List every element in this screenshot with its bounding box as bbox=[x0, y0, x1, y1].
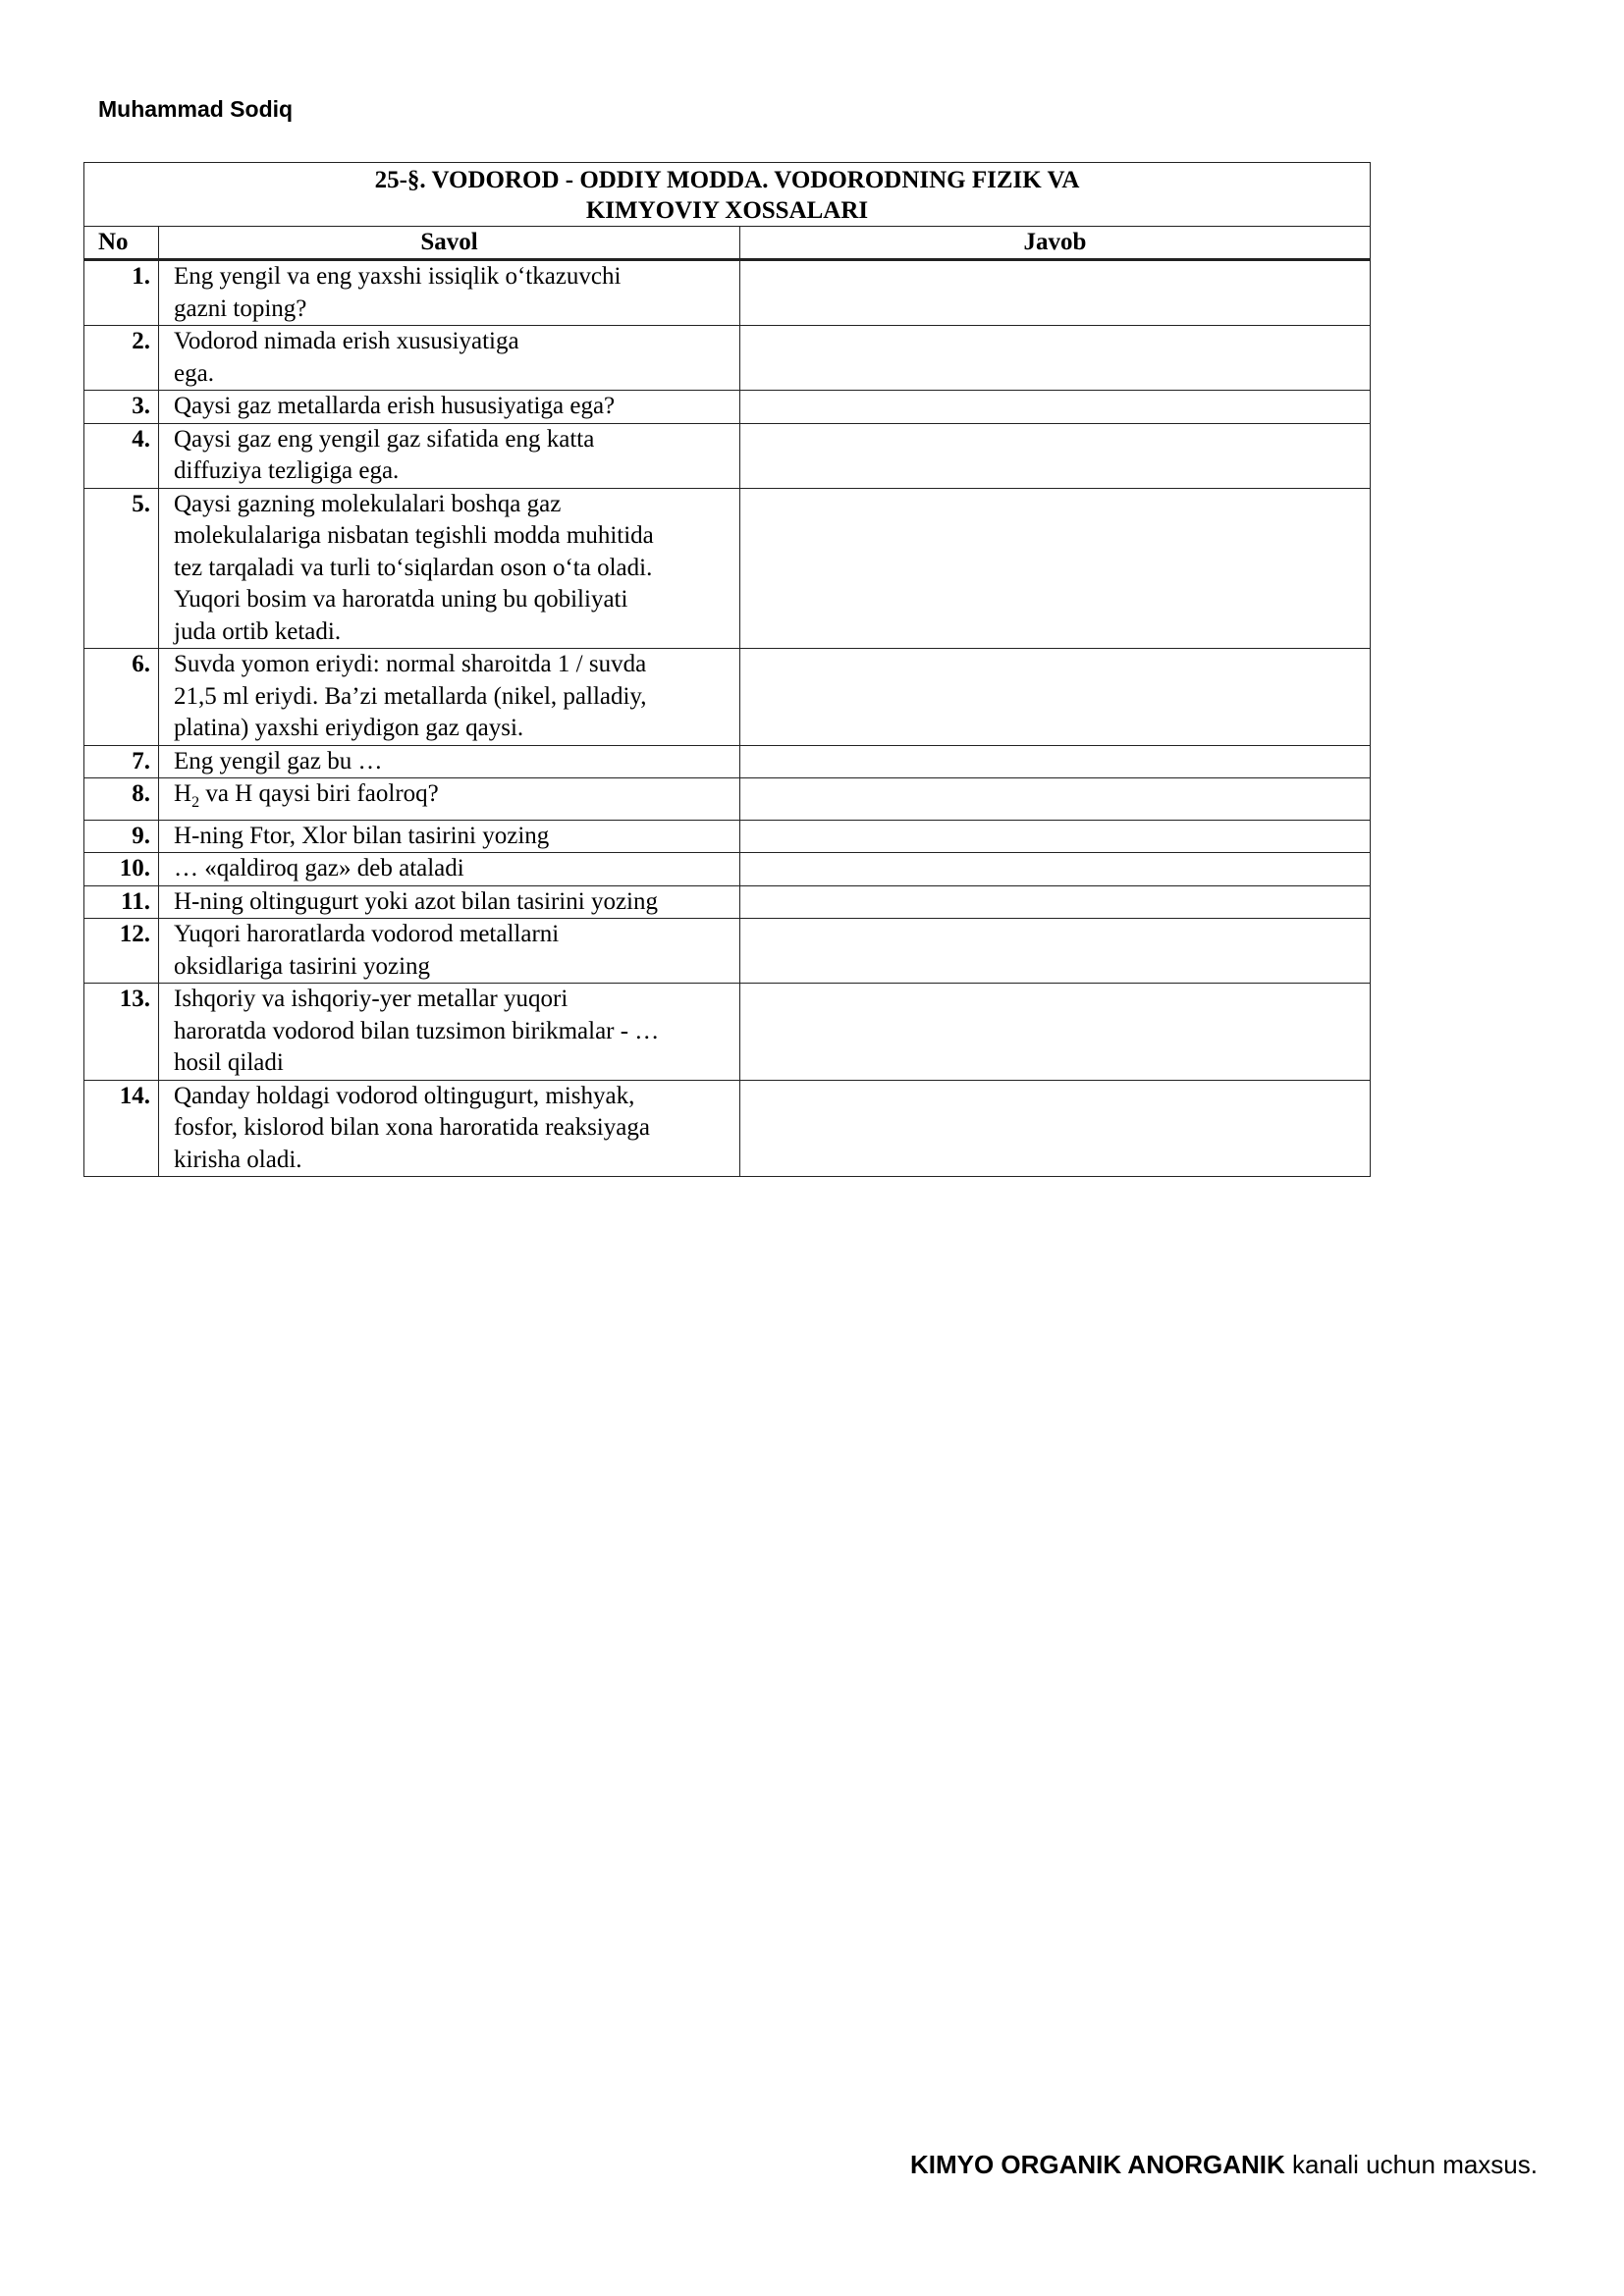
table-row bbox=[84, 853, 1371, 886]
table-row bbox=[84, 488, 1371, 649]
question-number: 6. bbox=[84, 649, 159, 746]
question-number: 5. bbox=[84, 488, 159, 649]
question-line: Qaysi gaz metallarda erish hususiyatiga ega? bbox=[174, 393, 616, 419]
question-text bbox=[159, 391, 740, 424]
question-line: Vodorod nimada erish xususiyatiga bbox=[174, 328, 519, 354]
answer-cell[interactable] bbox=[740, 919, 1371, 984]
question-number: 13. bbox=[84, 984, 159, 1081]
question-line: Qaysi gaz eng yengil gaz sifatida eng katta bbox=[174, 425, 595, 453]
answer-cell[interactable] bbox=[740, 423, 1371, 488]
question-line: ega. bbox=[174, 359, 214, 387]
question-number: 8. bbox=[84, 778, 159, 821]
question-line: platina) yaxshi eriydigon gaz qaysi. bbox=[174, 715, 524, 741]
table-row bbox=[84, 885, 1371, 919]
table-row bbox=[84, 778, 1371, 821]
answer-cell[interactable] bbox=[740, 885, 1371, 919]
question-number: 11. bbox=[84, 885, 159, 919]
answer-cell[interactable] bbox=[740, 778, 1371, 821]
question-line: Eng yengil gaz bu … bbox=[174, 747, 383, 774]
question-line bbox=[174, 778, 733, 820]
question-line: Qanday holdagi vodorod oltingugurt, mishyak, bbox=[174, 1082, 635, 1109]
question-line: Ishqoriy va ishqoriy-yer metallar yuqori bbox=[174, 986, 568, 1012]
question-text bbox=[159, 984, 740, 1081]
question-line: juda ortib ketadi. bbox=[174, 617, 342, 645]
table-row bbox=[84, 1080, 1371, 1177]
table-title-line-1: 25-§. VODOROD - ODDIY MODDA. VODORODNING FIZIK VA bbox=[374, 167, 1080, 193]
question-table bbox=[83, 162, 1371, 1177]
question-line: oksidlariga tasirini yozing bbox=[174, 952, 431, 980]
formula-h: H bbox=[174, 780, 192, 807]
question-line: Eng yengil va eng yaxshi issiqlik o‘tkazuvchi bbox=[174, 263, 622, 290]
answer-cell[interactable] bbox=[740, 820, 1371, 853]
question-text bbox=[159, 745, 740, 778]
column-header-question: Savol bbox=[159, 227, 740, 260]
footer-note bbox=[910, 2150, 1538, 2180]
question-line: kirisha oladi. bbox=[174, 1146, 302, 1173]
question-text bbox=[159, 919, 740, 984]
question-number: 4. bbox=[84, 423, 159, 488]
question-text bbox=[159, 885, 740, 919]
question-line: Yuqori haroratlarda vodorod metallarni bbox=[174, 921, 560, 947]
table-row bbox=[84, 820, 1371, 853]
table-row bbox=[84, 326, 1371, 391]
table-row bbox=[84, 649, 1371, 746]
column-header-no: No bbox=[84, 227, 159, 260]
question-line: gazni toping? bbox=[174, 294, 307, 322]
question-number: 7. bbox=[84, 745, 159, 778]
question-text bbox=[159, 778, 740, 821]
question-number: 2. bbox=[84, 326, 159, 391]
table-row bbox=[84, 919, 1371, 984]
answer-cell[interactable] bbox=[740, 1080, 1371, 1177]
answer-cell[interactable] bbox=[740, 488, 1371, 649]
table-title-line-2: KIMYOVIY XOSSALARI bbox=[585, 197, 869, 224]
column-header-row bbox=[84, 227, 1371, 260]
table-row bbox=[84, 423, 1371, 488]
question-text bbox=[159, 423, 740, 488]
question-line: tez tarqaladi va turli to‘siqlardan oson o‘ta oladi. bbox=[174, 554, 653, 581]
question-number: 1. bbox=[84, 260, 159, 326]
question-text bbox=[159, 326, 740, 391]
question-number: 14. bbox=[84, 1080, 159, 1177]
question-rest: va H qaysi biri faolroq? bbox=[199, 780, 439, 807]
question-line: H-ning Ftor, Xlor bilan tasirini yozing bbox=[174, 822, 550, 849]
question-line: molekulalariga nisbatan tegishli modda muhitida bbox=[174, 522, 654, 549]
table-row bbox=[84, 260, 1371, 326]
question-line: H-ning oltingugurt yoki azot bilan tasirini yozing bbox=[174, 887, 658, 915]
question-line: Suvda yomon eriydi: normal sharoitda 1 / suvda bbox=[174, 651, 647, 677]
table-row bbox=[84, 745, 1371, 778]
question-line: haroratda vodorod bilan tuzsimon birikmalar - … bbox=[174, 1017, 660, 1044]
question-line: Yuqori bosim va haroratda uning bu qobiliyati bbox=[174, 586, 628, 613]
table-row bbox=[84, 391, 1371, 424]
question-text bbox=[159, 488, 740, 649]
footer-channel-name: KIMYO ORGANIK ANORGANIK bbox=[909, 2150, 1285, 2179]
question-line: 21,5 ml eriydi. Ba’zi metallarda (nikel, palladiy, bbox=[174, 682, 647, 710]
table-title bbox=[84, 163, 1371, 227]
question-text bbox=[159, 260, 740, 326]
question-text bbox=[159, 649, 740, 746]
question-text bbox=[159, 1080, 740, 1177]
answer-cell[interactable] bbox=[740, 260, 1371, 326]
author-name: Muhammad Sodiq bbox=[98, 96, 294, 122]
question-number: 3. bbox=[84, 391, 159, 424]
formula-subscript: 2 bbox=[191, 794, 200, 811]
question-number: 10. bbox=[84, 853, 159, 886]
answer-cell[interactable] bbox=[740, 984, 1371, 1081]
question-text bbox=[159, 820, 740, 853]
question-line: diffuziya tezligiga ega. bbox=[174, 457, 400, 484]
table-row bbox=[84, 984, 1371, 1081]
answer-cell[interactable] bbox=[740, 391, 1371, 424]
question-line: Qaysi gazning molekulalari boshqa gaz bbox=[174, 490, 562, 517]
question-line: fosfor, kislorod bilan xona haroratida reaksiyaga bbox=[174, 1114, 650, 1141]
question-number: 9. bbox=[84, 820, 159, 853]
table-title-row bbox=[84, 163, 1371, 227]
question-text bbox=[159, 853, 740, 886]
question-line: hosil qiladi bbox=[174, 1049, 284, 1076]
answer-cell[interactable] bbox=[740, 745, 1371, 778]
answer-cell[interactable] bbox=[740, 853, 1371, 886]
answer-cell[interactable] bbox=[740, 326, 1371, 391]
footer-text: kanali uchun maxsus. bbox=[1284, 2150, 1538, 2179]
question-line: … «qaldiroq gaz» deb ataladi bbox=[174, 855, 464, 881]
column-header-answer: Javob bbox=[740, 227, 1371, 260]
question-number: 12. bbox=[84, 919, 159, 984]
answer-cell[interactable] bbox=[740, 649, 1371, 746]
